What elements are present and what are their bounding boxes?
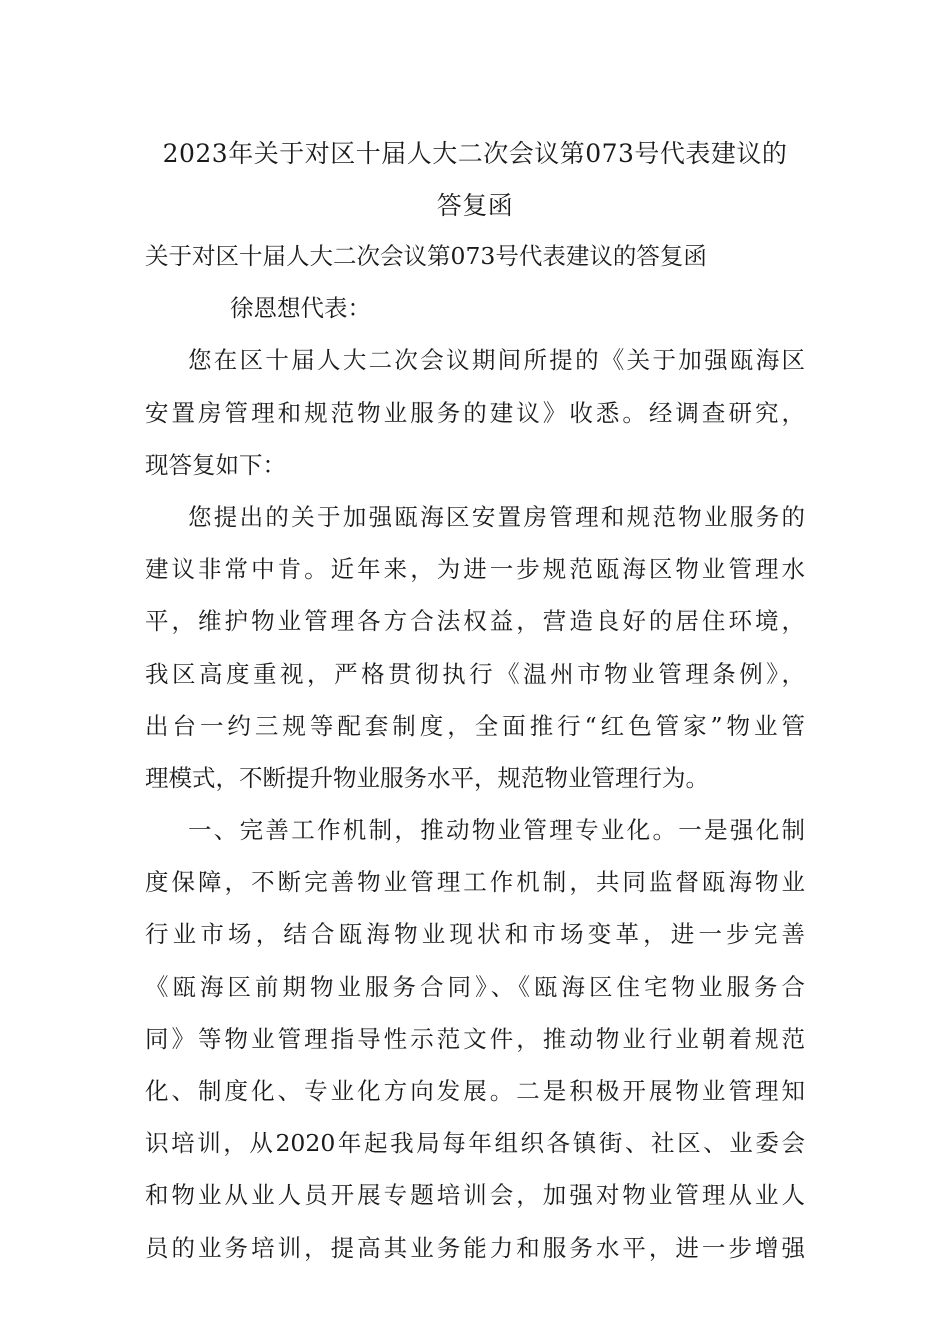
paragraph-line: 安置房管理和规范物业服务的建议》收悉。经调查研究， — [145, 398, 805, 427]
paragraph-line: 我区高度重视，严格贯彻执行《温州市物业管理条例》， — [145, 659, 805, 688]
paragraph-line: 度保障，不断完善物业管理工作机制，共同监督瓯海物业 — [145, 868, 805, 897]
paragraph-line: 出台一约三规等配套制度，全面推行“红色管家”物业管 — [145, 711, 805, 740]
paragraph-line: 现答复如下： — [145, 450, 286, 479]
paragraph-line: 员的业务培训，提高其业务能力和服务水平，进一步增强 — [145, 1233, 805, 1262]
subtitle-line: 关于对区十届人大二次会议第073号代表建议的答复函 — [145, 242, 707, 270]
paragraph-line: 识培训，从2020年起我局每年组织各镇街、社区、业委会 — [145, 1129, 805, 1158]
salutation-line: 徐恩想代表： — [230, 294, 371, 323]
document-body — [145, 230, 805, 1274]
document-title — [145, 128, 805, 232]
title-line-2: 答复函 — [436, 191, 514, 220]
paragraph-line: 化、制度化、专业化方向发展。二是积极开展物业管理知 — [145, 1077, 805, 1105]
paragraph-line: 您提出的关于加强瓯海区安置房管理和规范物业服务的 — [188, 502, 805, 531]
paragraph-line: 平，维护物业管理各方合法权益，营造良好的居住环境， — [145, 607, 805, 636]
paragraph-line: 《瓯海区前期物业服务合同》、《瓯海区住宅物业服务合 — [145, 972, 805, 1001]
paragraph-line: 和物业从业人员开展专题培训会，加强对物业管理从业人 — [145, 1181, 805, 1210]
paragraph-line: 一、完善工作机制，推动物业管理专业化。一是强化制 — [188, 816, 805, 845]
paragraph-line: 同》等物业管理指导性示范文件，推动物业行业朝着规范 — [145, 1024, 805, 1053]
title-line-1: 2023年关于对区十届人大二次会议第073号代表建议的 — [162, 139, 788, 168]
paragraph-line: 理模式，不断提升物业服务水平，规范物业管理行为。 — [145, 763, 709, 792]
paragraph-line: 您在区十届人大二次会议期间所提的《关于加强瓯海区 — [188, 346, 805, 375]
paragraph-line: 行业市场，结合瓯海物业现状和市场变革，进一步完善 — [145, 920, 805, 949]
paragraph-line: 建议非常中肯。近年来，为进一步规范瓯海区物业管理水 — [145, 555, 805, 584]
